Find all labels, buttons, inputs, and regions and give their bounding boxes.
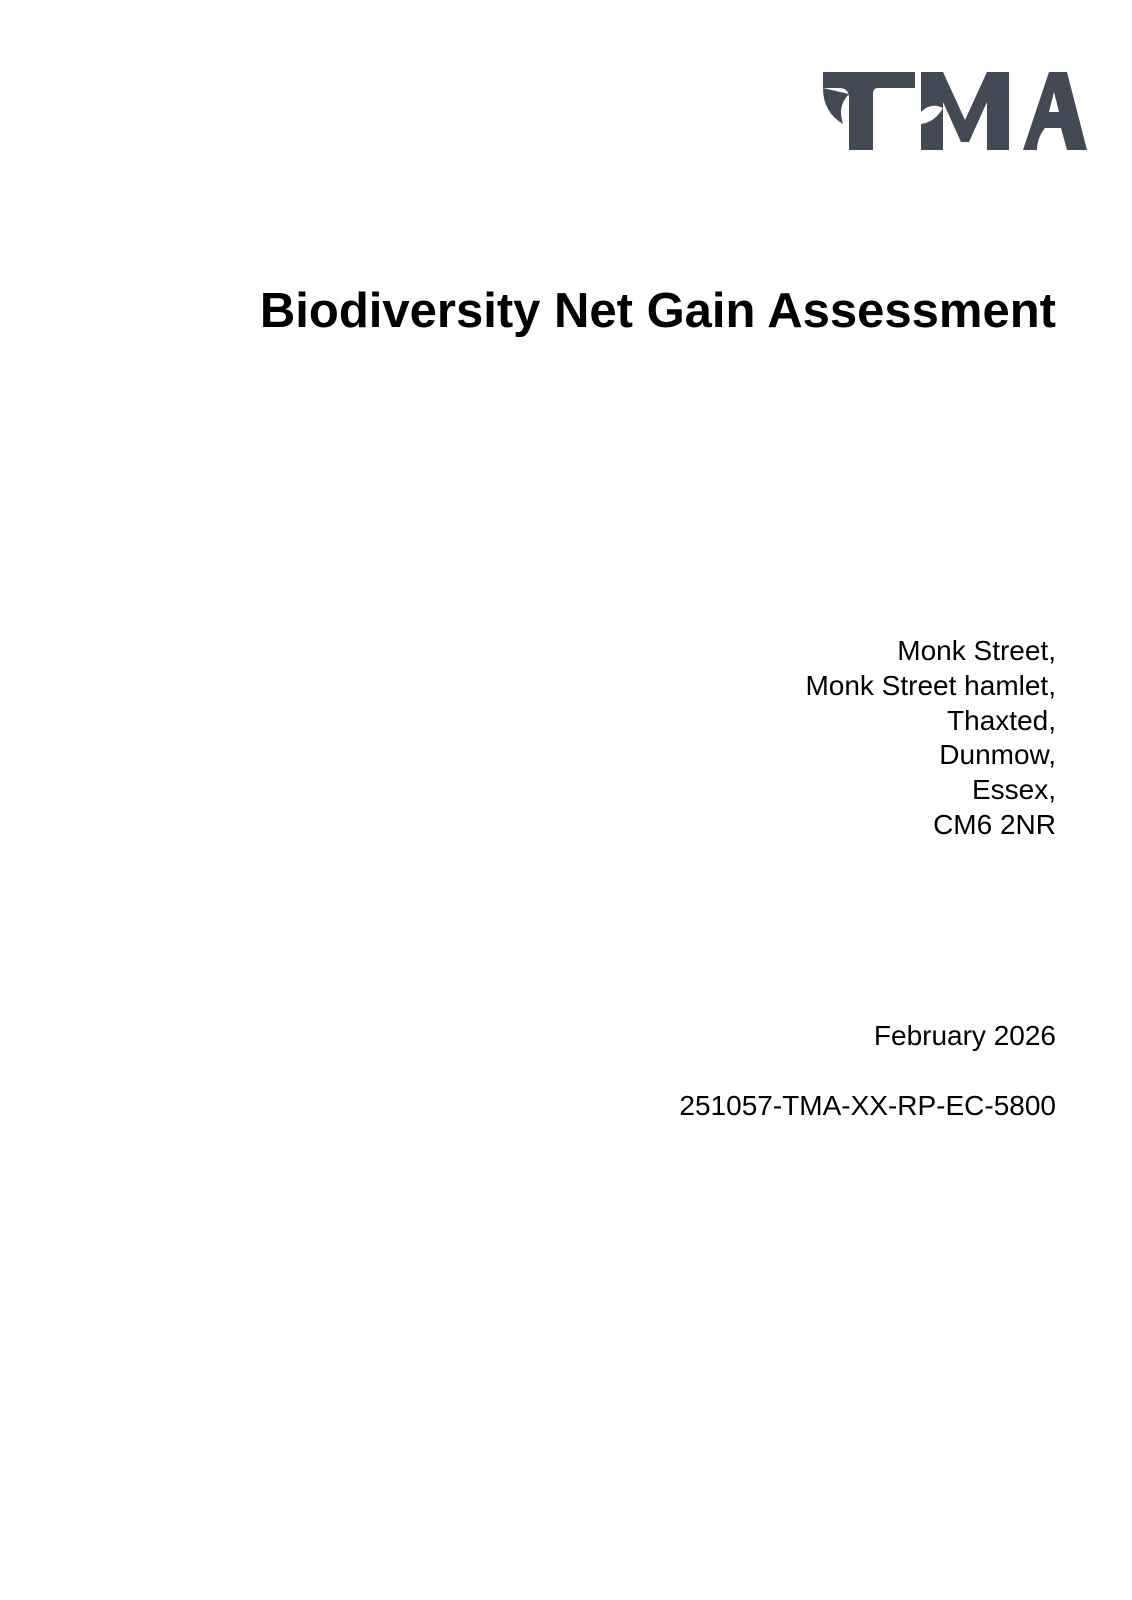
- address-line: CM6 2NR: [933, 808, 1056, 840]
- document-date: February 2026: [873, 1020, 1056, 1051]
- address-line: Dunmow,: [939, 739, 1056, 771]
- address-line: Monk Street,: [897, 635, 1056, 666]
- document-title: Biodiversity Net Gain Assessment: [259, 284, 1056, 338]
- address-line: Monk Street hamlet,: [805, 669, 1056, 701]
- address-line: Thaxted,: [947, 704, 1056, 736]
- tma-logo: [823, 72, 1087, 152]
- address-line: Essex,: [971, 774, 1056, 806]
- site-address: [805, 634, 1056, 843]
- document-reference: 251057-TMA-XX-RP-EC-5800: [679, 1090, 1056, 1121]
